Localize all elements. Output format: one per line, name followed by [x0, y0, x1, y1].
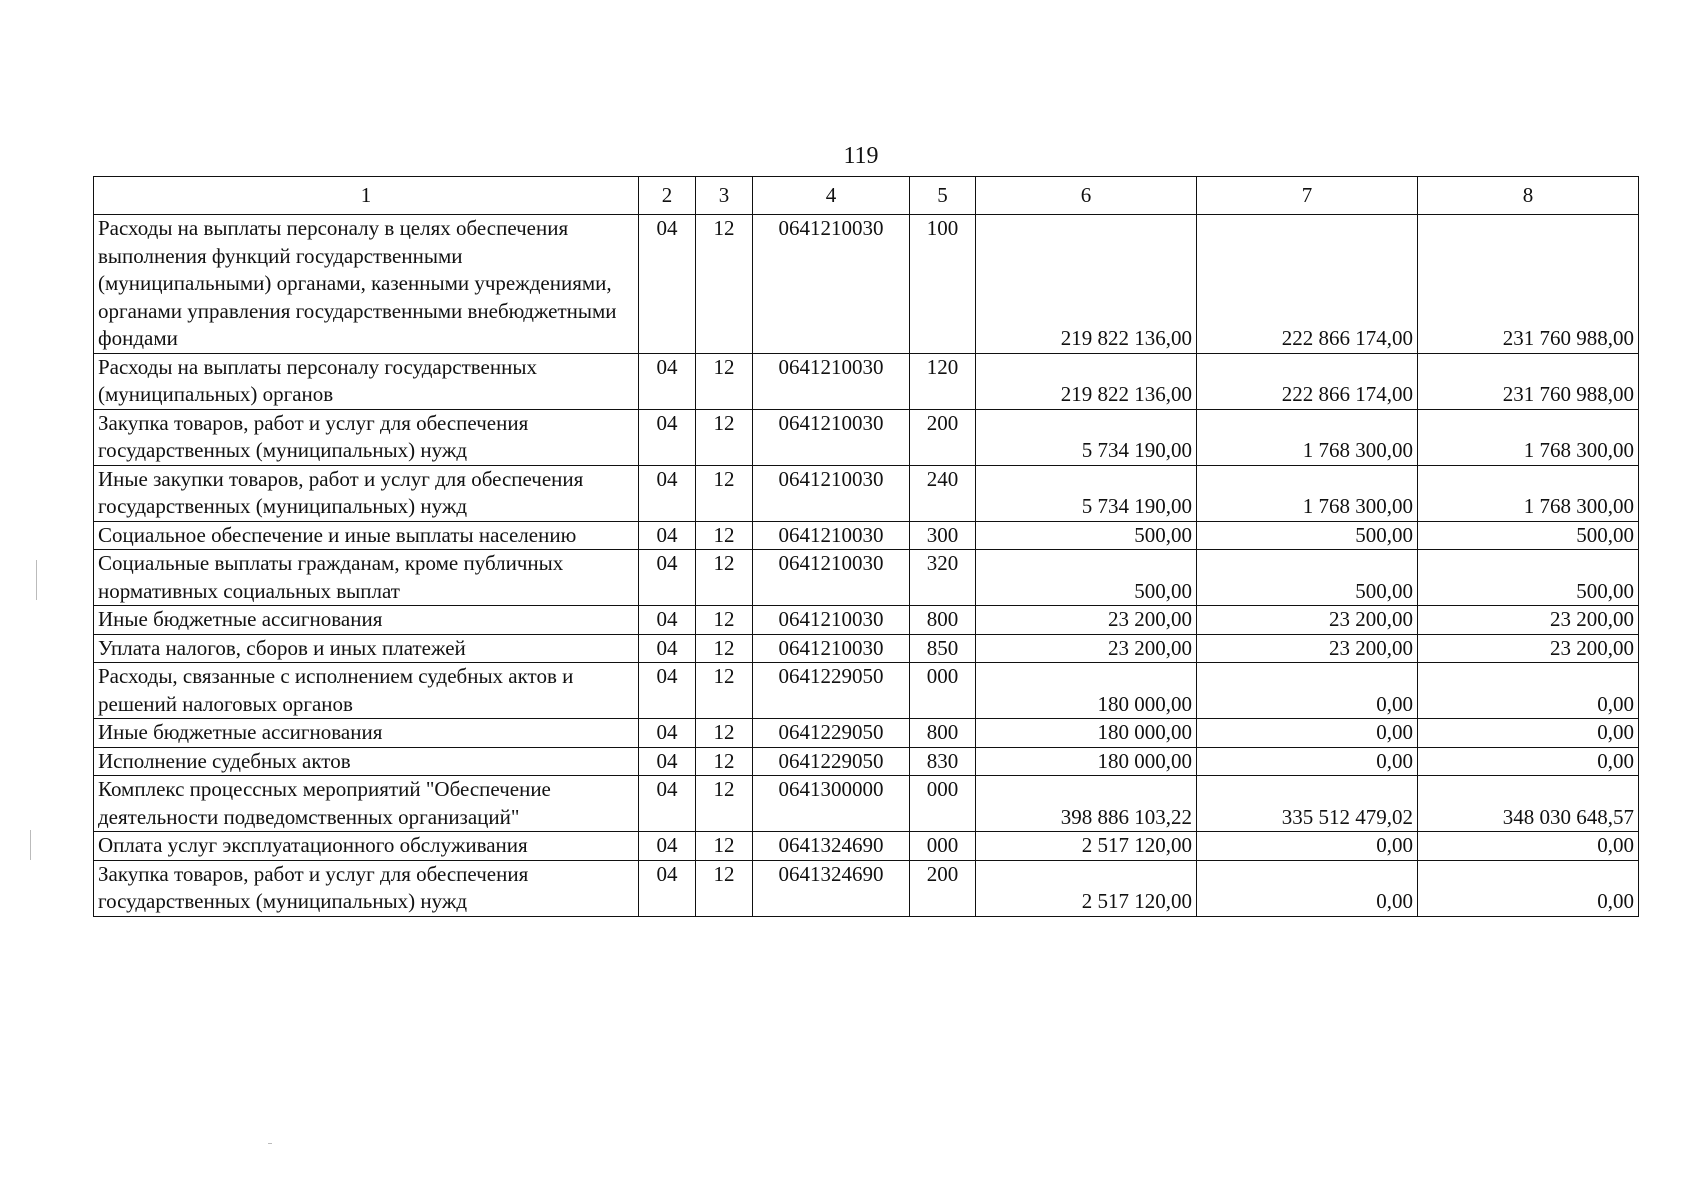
row-section: 04	[639, 353, 696, 409]
row-name: Исполнение судебных актов	[94, 747, 639, 776]
row-target-code: 0641229050	[753, 747, 910, 776]
row-amount-6: 180 000,00	[976, 719, 1197, 748]
row-amount-6: 23 200,00	[976, 634, 1197, 663]
row-expense-type: 800	[910, 606, 976, 635]
row-section: 04	[639, 860, 696, 916]
header-col-3: 3	[696, 177, 753, 215]
row-amount-7: 0,00	[1197, 663, 1418, 719]
row-amount-7: 0,00	[1197, 860, 1418, 916]
row-amount-7: 500,00	[1197, 550, 1418, 606]
header-col-4: 4	[753, 177, 910, 215]
row-target-code: 0641229050	[753, 663, 910, 719]
row-subsection: 12	[696, 634, 753, 663]
row-name: Оплата услуг эксплуатационного обслуживания	[94, 832, 639, 861]
header-row	[94, 177, 1639, 215]
scan-speck	[30, 830, 31, 860]
row-amount-7: 0,00	[1197, 832, 1418, 861]
table-row	[94, 747, 1639, 776]
row-expense-type: 300	[910, 521, 976, 550]
row-subsection: 12	[696, 747, 753, 776]
row-amount-7: 335 512 479,02	[1197, 776, 1418, 832]
row-expense-type: 000	[910, 776, 976, 832]
row-expense-type: 850	[910, 634, 976, 663]
table-row	[94, 215, 1639, 354]
row-target-code: 0641210030	[753, 215, 910, 354]
row-amount-6: 2 517 120,00	[976, 832, 1197, 861]
row-amount-8: 0,00	[1418, 747, 1639, 776]
row-amount-7: 222 866 174,00	[1197, 215, 1418, 354]
row-amount-6: 500,00	[976, 550, 1197, 606]
table-row	[94, 606, 1639, 635]
row-amount-7: 1 768 300,00	[1197, 409, 1418, 465]
table-row	[94, 776, 1639, 832]
row-subsection: 12	[696, 776, 753, 832]
row-section: 04	[639, 663, 696, 719]
header-col-5: 5	[910, 177, 976, 215]
row-amount-6: 23 200,00	[976, 606, 1197, 635]
row-amount-7: 0,00	[1197, 747, 1418, 776]
row-target-code: 0641324690	[753, 860, 910, 916]
row-name: Иные бюджетные ассигнования	[94, 719, 639, 748]
row-subsection: 12	[696, 465, 753, 521]
row-target-code: 0641210030	[753, 634, 910, 663]
row-amount-6: 398 886 103,22	[976, 776, 1197, 832]
budget-table	[93, 176, 1639, 917]
header-col-6: 6	[976, 177, 1197, 215]
row-section: 04	[639, 832, 696, 861]
table-row	[94, 353, 1639, 409]
row-expense-type: 320	[910, 550, 976, 606]
scan-speck	[268, 1143, 272, 1144]
row-amount-6: 219 822 136,00	[976, 353, 1197, 409]
table-row	[94, 465, 1639, 521]
row-name: Закупка товаров, работ и услуг для обеспечения государственных (муниципальных) нужд	[94, 860, 639, 916]
row-target-code: 0641210030	[753, 409, 910, 465]
row-section: 04	[639, 776, 696, 832]
row-target-code: 0641210030	[753, 606, 910, 635]
row-amount-7: 500,00	[1197, 521, 1418, 550]
row-amount-8: 500,00	[1418, 521, 1639, 550]
row-amount-7: 222 866 174,00	[1197, 353, 1418, 409]
row-amount-8: 23 200,00	[1418, 606, 1639, 635]
table-row	[94, 521, 1639, 550]
row-name: Уплата налогов, сборов и иных платежей	[94, 634, 639, 663]
row-section: 04	[639, 719, 696, 748]
row-name: Социальные выплаты гражданам, кроме публичных нормативных социальных выплат	[94, 550, 639, 606]
table-row	[94, 663, 1639, 719]
row-subsection: 12	[696, 832, 753, 861]
row-target-code: 0641210030	[753, 353, 910, 409]
row-name: Иные закупки товаров, работ и услуг для обеспечения государственных (муниципальных) нужд	[94, 465, 639, 521]
row-name: Закупка товаров, работ и услуг для обеспечения государственных (муниципальных) нужд	[94, 409, 639, 465]
row-amount-8: 0,00	[1418, 832, 1639, 861]
row-expense-type: 830	[910, 747, 976, 776]
row-expense-type: 200	[910, 409, 976, 465]
row-subsection: 12	[696, 215, 753, 354]
row-section: 04	[639, 606, 696, 635]
table-row	[94, 634, 1639, 663]
header-col-7: 7	[1197, 177, 1418, 215]
row-subsection: 12	[696, 409, 753, 465]
row-amount-6: 180 000,00	[976, 663, 1197, 719]
row-target-code: 0641229050	[753, 719, 910, 748]
table-row	[94, 550, 1639, 606]
row-target-code: 0641324690	[753, 832, 910, 861]
row-section: 04	[639, 550, 696, 606]
row-expense-type: 100	[910, 215, 976, 354]
row-amount-6: 5 734 190,00	[976, 465, 1197, 521]
row-amount-8: 0,00	[1418, 663, 1639, 719]
row-section: 04	[639, 215, 696, 354]
row-amount-8: 23 200,00	[1418, 634, 1639, 663]
row-amount-6: 2 517 120,00	[976, 860, 1197, 916]
row-subsection: 12	[696, 353, 753, 409]
row-target-code: 0641210030	[753, 550, 910, 606]
row-subsection: 12	[696, 860, 753, 916]
row-name: Расходы на выплаты персоналу государственных (муниципальных) органов	[94, 353, 639, 409]
row-section: 04	[639, 634, 696, 663]
row-amount-8: 348 030 648,57	[1418, 776, 1639, 832]
row-expense-type: 000	[910, 832, 976, 861]
table-row	[94, 719, 1639, 748]
row-amount-8: 231 760 988,00	[1418, 215, 1639, 354]
row-section: 04	[639, 465, 696, 521]
row-expense-type: 240	[910, 465, 976, 521]
scan-speck	[36, 560, 37, 600]
row-amount-8: 1 768 300,00	[1418, 465, 1639, 521]
row-amount-7: 0,00	[1197, 719, 1418, 748]
row-subsection: 12	[696, 521, 753, 550]
row-target-code: 0641210030	[753, 465, 910, 521]
row-subsection: 12	[696, 663, 753, 719]
table-row	[94, 832, 1639, 861]
row-expense-type: 800	[910, 719, 976, 748]
header-col-8: 8	[1418, 177, 1639, 215]
table-row	[94, 409, 1639, 465]
row-amount-8: 0,00	[1418, 719, 1639, 748]
row-target-code: 0641210030	[753, 521, 910, 550]
row-section: 04	[639, 747, 696, 776]
row-subsection: 12	[696, 550, 753, 606]
row-amount-8: 1 768 300,00	[1418, 409, 1639, 465]
row-amount-7: 23 200,00	[1197, 606, 1418, 635]
row-subsection: 12	[696, 606, 753, 635]
row-expense-type: 200	[910, 860, 976, 916]
row-expense-type: 000	[910, 663, 976, 719]
row-amount-8: 500,00	[1418, 550, 1639, 606]
row-section: 04	[639, 409, 696, 465]
row-subsection: 12	[696, 719, 753, 748]
row-name: Комплекс процессных мероприятий "Обеспечение деятельности подведомственных организаций"	[94, 776, 639, 832]
row-target-code: 0641300000	[753, 776, 910, 832]
page-number: 119	[843, 143, 879, 169]
row-amount-6: 500,00	[976, 521, 1197, 550]
row-name: Расходы на выплаты персоналу в целях обеспечения выполнения функций государственными (муниципальными) органами, казенными учреждениями, органами управления государственными внебюджетными фондами	[94, 215, 639, 354]
row-amount-7: 23 200,00	[1197, 634, 1418, 663]
row-expense-type: 120	[910, 353, 976, 409]
header-col-2: 2	[639, 177, 696, 215]
row-name: Иные бюджетные ассигнования	[94, 606, 639, 635]
header-col-1: 1	[94, 177, 639, 215]
row-amount-6: 180 000,00	[976, 747, 1197, 776]
row-amount-8: 231 760 988,00	[1418, 353, 1639, 409]
row-amount-8: 0,00	[1418, 860, 1639, 916]
row-amount-6: 219 822 136,00	[976, 215, 1197, 354]
table-row	[94, 860, 1639, 916]
row-amount-7: 1 768 300,00	[1197, 465, 1418, 521]
row-name: Расходы, связанные с исполнением судебных актов и решений налоговых органов	[94, 663, 639, 719]
row-name: Социальное обеспечение и иные выплаты населению	[94, 521, 639, 550]
row-amount-6: 5 734 190,00	[976, 409, 1197, 465]
row-section: 04	[639, 521, 696, 550]
